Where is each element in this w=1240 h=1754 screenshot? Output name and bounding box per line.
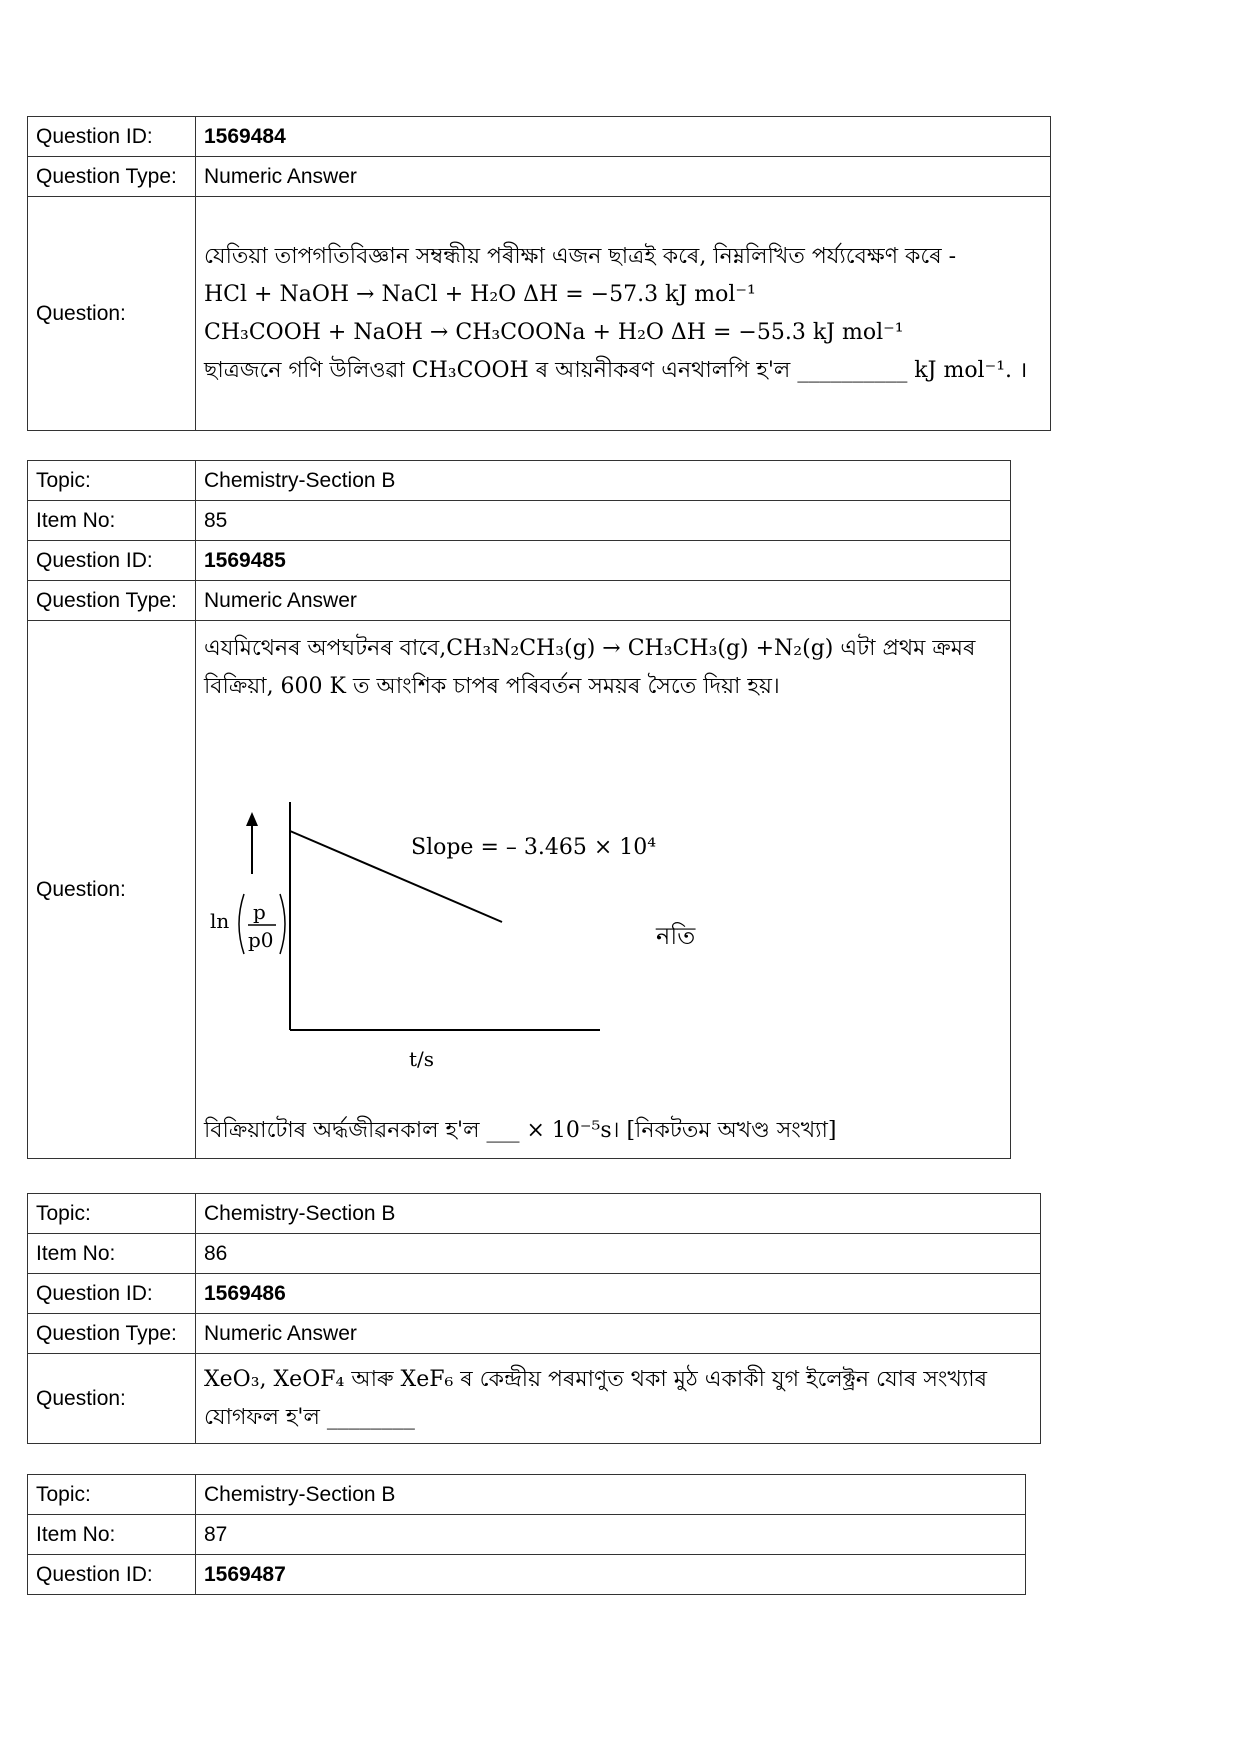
- question-intro: এযমিথেনৰ অপঘটনৰ বাবে,CH₃N₂CH₃(g) → CH₃CH₃(g) +N₂(g) এটা প্ৰথম ক্ৰমৰ বিক্ৰিয়া, 600 K ত আংশিক চাপৰ পৰিবৰ্তন সময়ৰ সৈতে দিয়া হয়।: [204, 635, 976, 699]
- question-type-value: Numeric Answer: [196, 581, 1011, 621]
- x-axis-label: t/s: [409, 1046, 435, 1071]
- question-row: [28, 1354, 1041, 1444]
- question-id-value: 1569487: [196, 1555, 1026, 1595]
- question-type-value: Numeric Answer: [196, 157, 1051, 197]
- question-id-row: [28, 117, 1051, 157]
- y-axis-label-ln: ln: [210, 908, 230, 933]
- item-no-label: Item No:: [28, 1515, 196, 1555]
- topic-label: Topic:: [28, 1194, 196, 1234]
- question-id-label: Question ID:: [28, 1555, 196, 1595]
- question-id-row: [28, 1274, 1041, 1314]
- question-type-label: Question Type:: [28, 1314, 196, 1354]
- question-text: [196, 621, 1011, 1159]
- y-axis-label-open-paren: [239, 894, 244, 954]
- question-text: [196, 197, 1051, 431]
- question-id-value: 1569485: [196, 541, 1011, 581]
- question-label: Question:: [28, 197, 196, 431]
- question-type-row: [28, 581, 1011, 621]
- item-no-label: Item No:: [28, 1234, 196, 1274]
- ln-p-vs-time-graph: [204, 714, 984, 1104]
- question-type-row: [28, 157, 1051, 197]
- question-type-value: Numeric Answer: [196, 1314, 1041, 1354]
- question-id-value: 1569484: [196, 117, 1051, 157]
- reaction-equation-2: CH₃COOH + NaOH → CH₃COONa + H₂O ΔH = −55.3 kJ mol⁻¹: [204, 319, 904, 345]
- topic-row: [28, 1194, 1041, 1234]
- topic-value: Chemistry-Section B: [196, 1194, 1041, 1234]
- item-no-value: 87: [196, 1515, 1026, 1555]
- question-id-value: 1569486: [196, 1274, 1041, 1314]
- question-row: [28, 197, 1051, 431]
- question-block-1569487: [27, 1474, 1026, 1595]
- question-intro: যেতিয়া তাপগতিবিজ্ঞান সম্বন্ধীয় পৰীক্ষা এজন ছাত্ৰই কৰে, নিম্নলিখিত পৰ্য্যবেক্ষণ কৰে -: [204, 243, 957, 269]
- question-type-label: Question Type:: [28, 581, 196, 621]
- question-block-1569486: [27, 1193, 1041, 1444]
- question-text: XeO₃, XeOF₄ আৰু XeF₆ ৰ কেন্দ্ৰীয় পৰমাণুত থকা মুঠ একাকী যুগ ইলেক্ট্ৰন যোৰ সংখ্যাৰ যোগফল হ'ল ________: [196, 1354, 1041, 1444]
- question-row: [28, 621, 1011, 1159]
- item-no-row: [28, 1515, 1026, 1555]
- question-id-label: Question ID:: [28, 541, 196, 581]
- question-label: Question:: [28, 621, 196, 1159]
- y-axis-label-denominator: p0: [248, 927, 274, 952]
- item-no-label: Item No:: [28, 501, 196, 541]
- topic-value: Chemistry-Section B: [196, 1475, 1026, 1515]
- item-no-row: [28, 501, 1011, 541]
- y-axis-label-numerator: p: [253, 899, 266, 924]
- topic-row: [28, 1475, 1026, 1515]
- question-block-1569484: [27, 116, 1051, 431]
- item-no-value: 85: [196, 501, 1011, 541]
- reaction-equation-1: HCl + NaOH → NaCl + H₂O ΔH = −57.3 kJ mol⁻¹: [204, 281, 756, 307]
- y-axis-label-close-paren: [280, 894, 285, 954]
- question-block-1569485: [27, 460, 1011, 1159]
- question-id-label: Question ID:: [28, 1274, 196, 1314]
- question-id-label: Question ID:: [28, 117, 196, 157]
- slope-label: Slope = – 3.465 × 10⁴: [411, 834, 657, 860]
- question-prompt: ছাত্ৰজনে গণি উলিওৱা CH₃COOH ৰ আয়নীকৰণ এনথালপি হ'ল __________ kJ mol⁻¹. ।: [204, 357, 1028, 383]
- question-label: Question:: [28, 1354, 196, 1444]
- slope-side-label: নতি: [656, 921, 696, 950]
- question-prompt: বিক্ৰিয়াটোৰ অৰ্দ্ধজীৱনকাল হ'ল ___ × 10⁻⁵s। [নিকটতম অখণ্ড সংখ্যা]: [204, 1117, 837, 1143]
- question-id-row: [28, 541, 1011, 581]
- question-type-row: [28, 1314, 1041, 1354]
- item-no-value: 86: [196, 1234, 1041, 1274]
- topic-row: [28, 461, 1011, 501]
- topic-label: Topic:: [28, 461, 196, 501]
- topic-value: Chemistry-Section B: [196, 461, 1011, 501]
- topic-label: Topic:: [28, 1475, 196, 1515]
- question-id-row: [28, 1555, 1026, 1595]
- question-type-label: Question Type:: [28, 157, 196, 197]
- item-no-row: [28, 1234, 1041, 1274]
- y-axis-arrowhead: [246, 812, 258, 826]
